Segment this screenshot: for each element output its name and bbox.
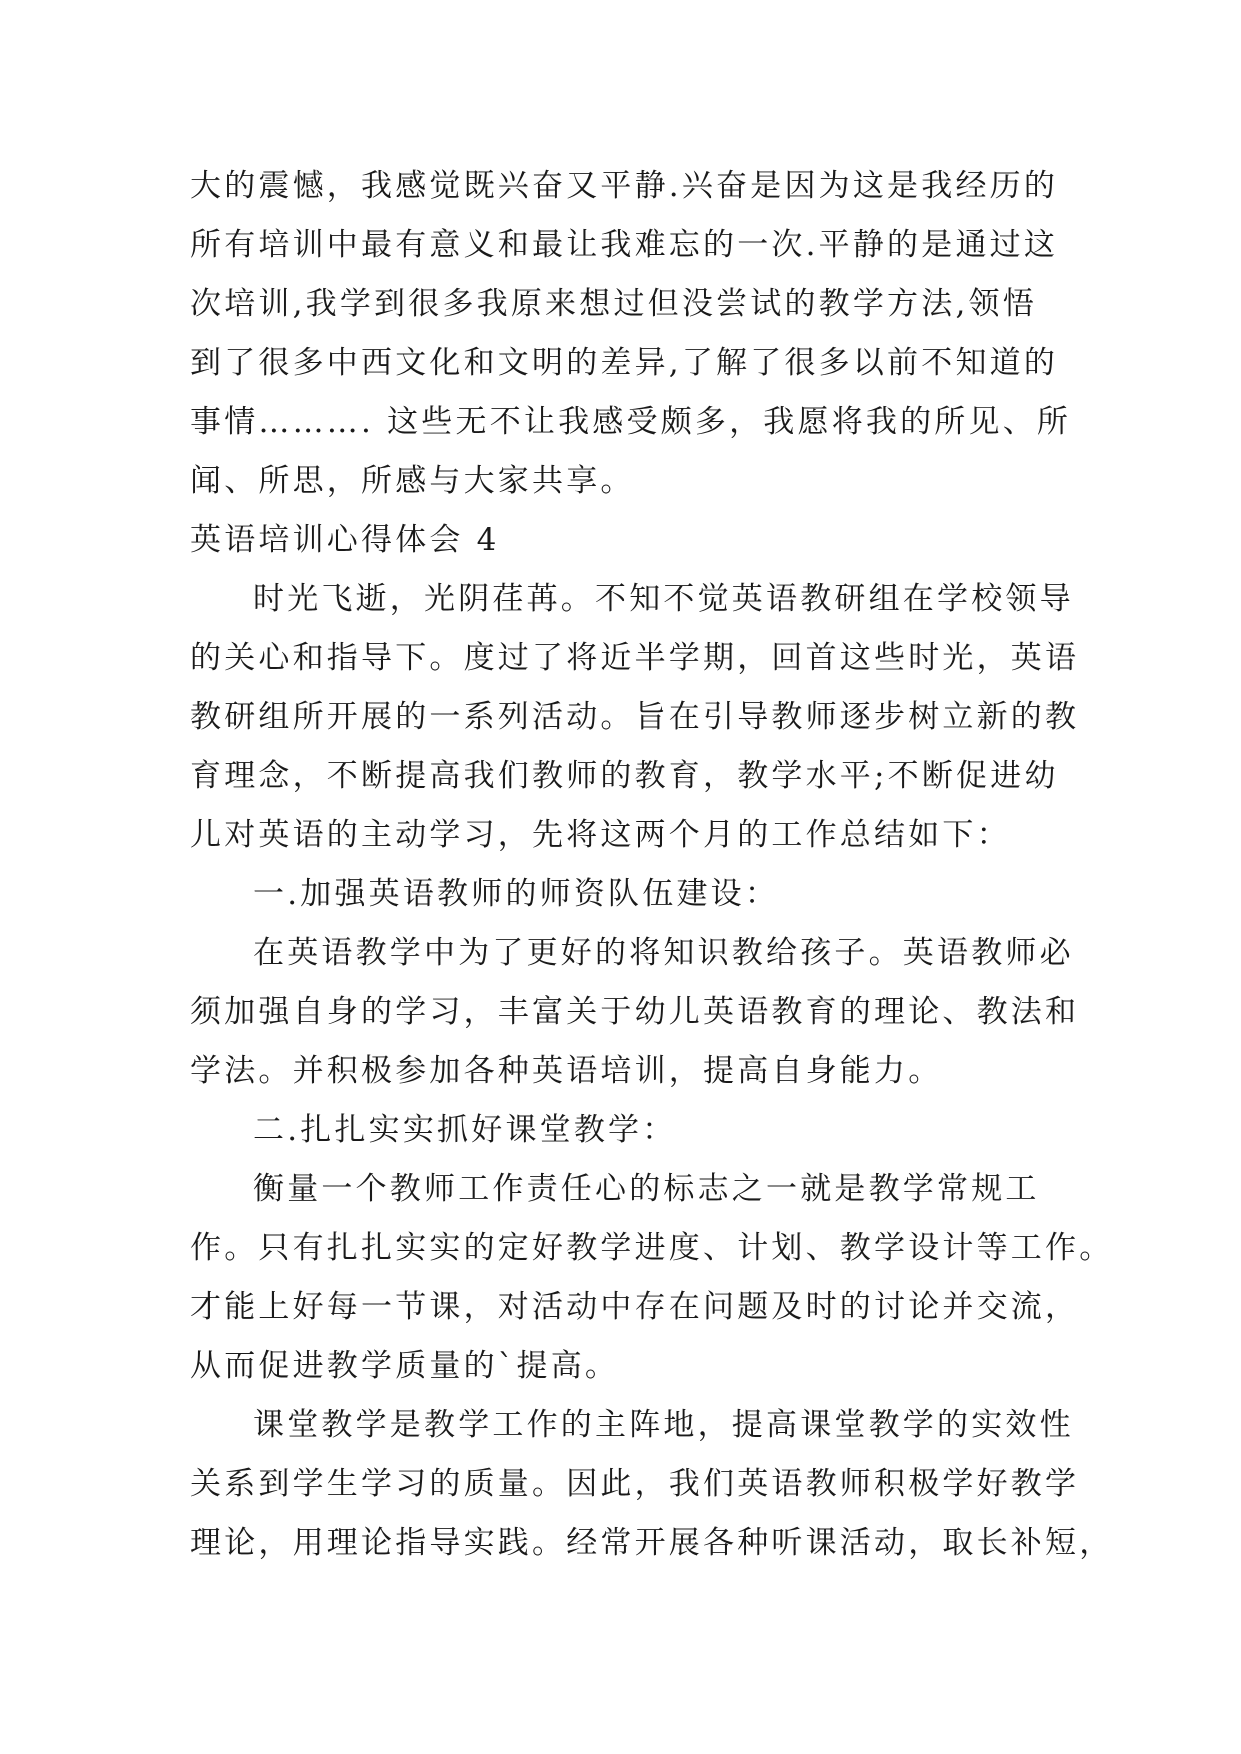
text-line: 理论，用理论指导实践。经常开展各种听课活动，取长补短， bbox=[190, 1525, 1114, 1561]
paragraph-first-line: 课堂教学是教学工作的主阵地，提高课堂教学的实效性 bbox=[253, 1407, 1074, 1443]
paragraph-first-line: 衡量一个教师工作责任心的标志之一就是教学常规工 bbox=[253, 1171, 1040, 1207]
text-line: 育理念，不断提高我们教师的教育，教学水平;不断促进幼 bbox=[190, 758, 1059, 794]
text-line: 须加强自身的学习，丰富关于幼儿英语教育的理论、教法和 bbox=[190, 994, 1080, 1030]
paragraph-first-line: 在英语教学中为了更好的将知识教给孩子。英语教师必 bbox=[253, 935, 1074, 971]
text-line: 到了很多中西文化和文明的差异,了解了很多以前不知道的 bbox=[190, 345, 1059, 381]
text-line: 关系到学生学习的质量。因此，我们英语教师积极学好教学 bbox=[190, 1466, 1080, 1502]
text-line: 所有培训中最有意义和最让我难忘的一次.平静的是通过这 bbox=[190, 227, 1059, 263]
paragraph-first-line: 时光飞逝，光阴荏苒。不知不觉英语教研组在学校领导 bbox=[253, 581, 1074, 617]
subheading: 一.加强英语教师的师资队伍建设： bbox=[253, 876, 780, 912]
subheading: 二.扎扎实实抓好课堂教学： bbox=[253, 1112, 677, 1148]
text-line: 教研组所开展的一系列活动。旨在引导教师逐步树立新的教 bbox=[190, 699, 1080, 735]
text-line: 的关心和指导下。度过了将近半学期，回首这些时光，英语 bbox=[190, 640, 1080, 676]
text-line: 作。只有扎扎实实的定好教学进度、计划、教学设计等工作。 bbox=[190, 1230, 1114, 1266]
text-line: 才能上好每一节课，对活动中存在问题及时的讨论并交流， bbox=[190, 1289, 1080, 1325]
text-line: 事情………. 这些无不让我感受颇多，我愿将我的所见、所 bbox=[190, 404, 1072, 440]
text-line: 闻、所思，所感与大家共享。 bbox=[190, 463, 635, 499]
text-line: 从而促进教学质量的`提高。 bbox=[190, 1348, 620, 1384]
text-line: 儿对英语的主动学习，先将这两个月的工作总结如下： bbox=[190, 817, 1011, 853]
section-heading: 英语培训心得体会 4 bbox=[190, 522, 500, 558]
text-line: 大的震憾，我感觉既兴奋又平静.兴奋是因为这是我经历的 bbox=[190, 168, 1059, 204]
text-line: 学法。并积极参加各种英语培训，提高自身能力。 bbox=[190, 1053, 943, 1089]
text-line: 次培训,我学到很多我原来想过但没尝试的教学方法,领悟 bbox=[190, 286, 1037, 322]
